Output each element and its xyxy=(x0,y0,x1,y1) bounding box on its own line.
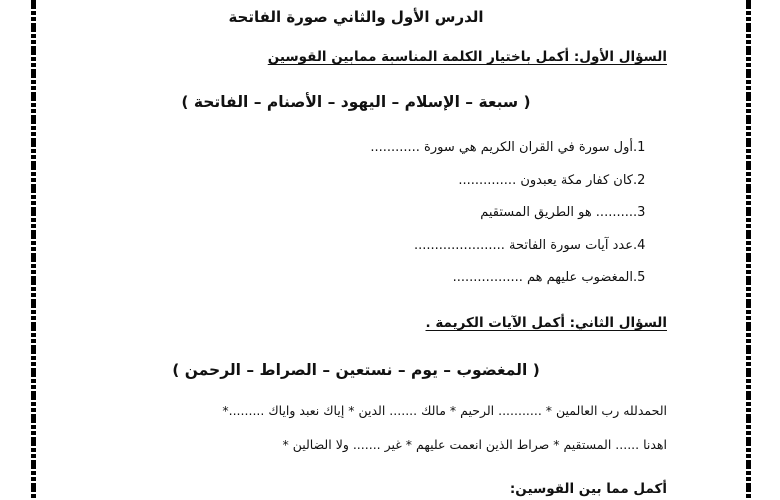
question-1-items xyxy=(45,140,667,303)
item-number: 5. xyxy=(633,270,646,285)
question-2-word-bank: ( المغضوب – يوم – نستعين – الصراط – الرحمن ) xyxy=(172,361,540,379)
list-item xyxy=(45,173,667,206)
list-item xyxy=(45,140,667,173)
item-number: 3. xyxy=(633,205,646,220)
question-1-word-bank: ( سبعة – الإسلام – اليهود – الأصنام – الفاتحة ) xyxy=(181,93,531,111)
item-text: كان كفار مكة يعبدون .............. xyxy=(458,172,633,188)
verse-line-2: اهدنا ...... المستقيم * صراط الذين انعمت عليهم * غير ....... ولا الضالين * xyxy=(282,437,667,452)
question-3-heading: أكمل مما بين القوسين: xyxy=(509,481,667,497)
left-decorative-border xyxy=(31,0,36,500)
item-number: 4. xyxy=(633,237,646,253)
lesson-title: الدرس الأول والثاني صورة الفاتحة xyxy=(228,8,484,26)
question-2-heading: السؤال الثاني: أكمل الآيات الكريمة . xyxy=(425,315,667,331)
worksheet-page xyxy=(45,0,667,500)
verse-line-1: الحمدلله رب العالمين * ........... الرحيم * مالك ....... الدين * إياك نعبد واياك .........* xyxy=(222,403,667,418)
question-1-heading: السؤال الأول: أكمل باختيار الكلمة المناسبة ممابين القوسين xyxy=(267,49,667,65)
list-item xyxy=(45,270,667,303)
item-text: ......... هو الطريق المستقيم xyxy=(480,205,633,220)
list-item xyxy=(45,205,667,238)
item-text: المغضوب عليهم هم ................. xyxy=(452,270,633,285)
right-decorative-border xyxy=(746,0,751,500)
item-text: أول سورة في القران الكريم هي سورة ............ xyxy=(370,140,633,155)
item-text: عدد آيات سورة الفاتحة ...................... xyxy=(413,237,633,253)
list-item xyxy=(45,238,667,271)
item-number: 2. xyxy=(633,172,646,188)
item-number: 1. xyxy=(633,140,646,155)
